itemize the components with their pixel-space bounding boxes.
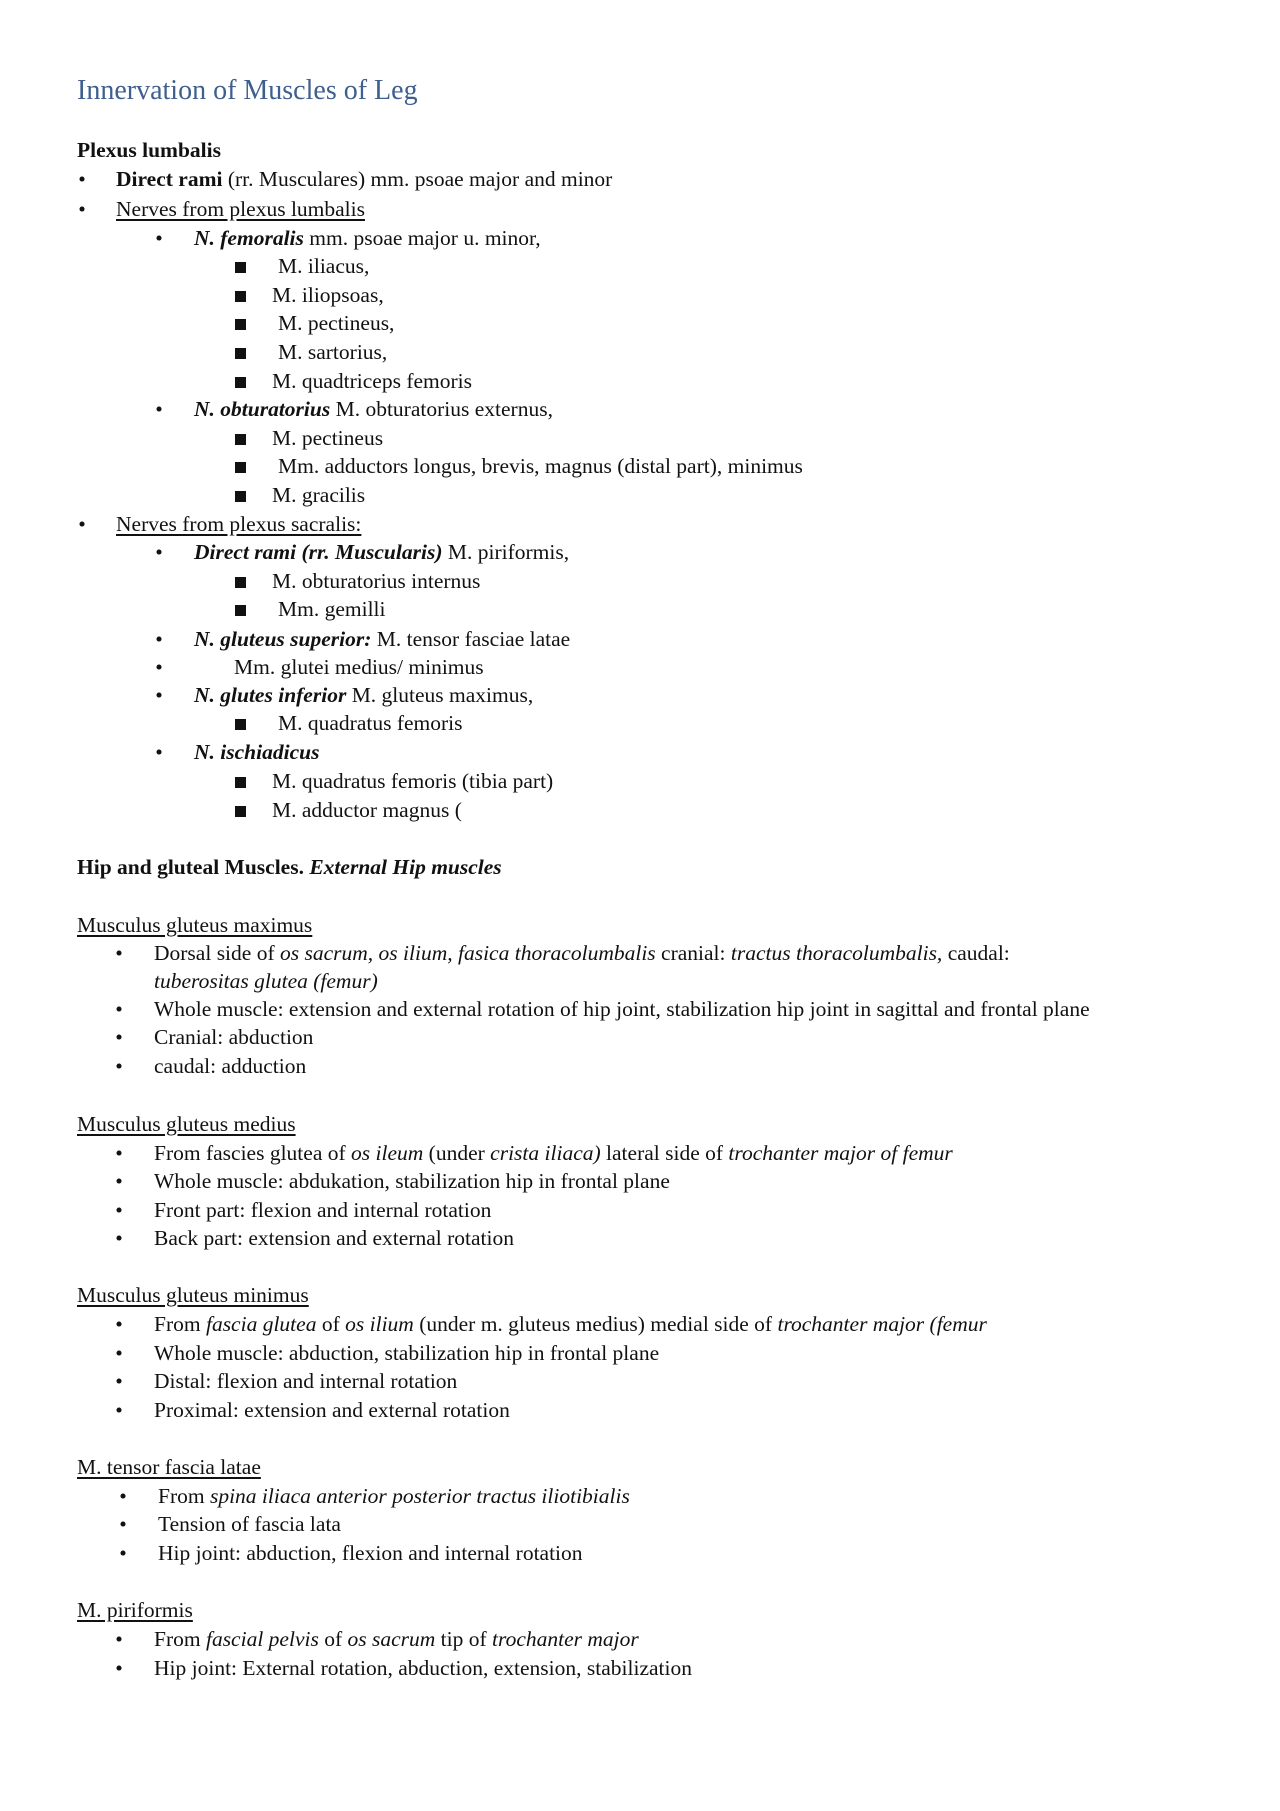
femoralis-item: M. pectineus, [278, 311, 395, 335]
text: From fascies glutea of [154, 1141, 352, 1165]
square-bullet-icon [235, 491, 246, 502]
bullet: • [155, 655, 163, 679]
tensor-b3: Hip joint: abduction, flexion and internal rotation [158, 1541, 583, 1565]
maximus-heading: Musculus gluteus maximus [77, 913, 313, 937]
bullet: • [115, 1226, 123, 1250]
glutes-inferior-line [194, 682, 533, 708]
obturatorius-line [194, 396, 553, 422]
bullet: • [115, 1141, 123, 1165]
square-bullet-icon [235, 319, 246, 330]
minimus-b1 [154, 1311, 987, 1337]
text: trochanter major [492, 1627, 639, 1651]
text: of [316, 1312, 346, 1336]
femoralis-label: N. femoralis [194, 226, 304, 250]
piriformis-b1 [154, 1626, 639, 1652]
obturatorius-item: Mm. adductors longus, brevis, magnus (distal part), minimus [278, 454, 803, 478]
medius-b3: Front part: flexion and internal rotation [154, 1198, 492, 1222]
bullet: • [78, 197, 86, 221]
direct-rami-label: Direct rami [116, 167, 223, 191]
femoralis-item: M. quadtriceps femoris [272, 369, 473, 393]
square-bullet-icon [235, 348, 246, 359]
bullet: • [115, 1169, 123, 1193]
page-title: Innervation of Muscles of Leg [77, 75, 418, 106]
medius-b1 [154, 1140, 953, 1166]
text: Dorsal side of [154, 941, 280, 965]
femoralis-item: M. sartorius, [278, 340, 388, 364]
piriformis-heading: M. piriformis [77, 1598, 193, 1622]
bullet: • [115, 941, 123, 965]
tensor-b2: Tension of fascia lata [158, 1512, 341, 1536]
bullet: • [155, 627, 163, 651]
sacral-direct-line [194, 539, 569, 565]
text: lateral side of [600, 1141, 729, 1165]
text: os sacrum, os ilium, fasica thoracolumbalis [280, 941, 656, 965]
ischiadicus-item: M. adductor magnus ( [272, 798, 462, 822]
square-bullet-icon [235, 462, 246, 473]
bullet: • [155, 397, 163, 421]
bullet: • [115, 1198, 123, 1222]
maximus-b1-cont: tuberositas glutea (femur) [154, 969, 378, 993]
femoralis-line [194, 225, 541, 251]
text: os ileum [351, 1141, 424, 1165]
bullet: • [115, 997, 123, 1021]
bullet: • [155, 740, 163, 764]
square-bullet-icon [235, 377, 246, 388]
tensor-b1 [158, 1483, 630, 1509]
bullet: • [115, 1025, 123, 1049]
bullet: • [115, 1312, 123, 1336]
sacral-direct-item: M. obturatorius internus [272, 569, 481, 593]
text: crista iliaca) [490, 1141, 601, 1165]
bullet: • [115, 1656, 123, 1680]
direct-rami-line [116, 166, 612, 192]
square-bullet-icon [235, 806, 246, 817]
gluteus-superior-text: M. tensor fasciae latae [371, 627, 571, 651]
bullet: • [155, 540, 163, 564]
gluteus-superior-extra: Mm. glutei medius/ minimus [234, 655, 484, 679]
bullet: • [78, 167, 86, 191]
femoralis-text: mm. psoae major u. minor, [303, 226, 541, 250]
obturatorius-item: M. gracilis [272, 483, 366, 507]
hip-heading-text: Hip and gluteal Muscles. [77, 855, 310, 879]
square-bullet-icon [235, 777, 246, 788]
maximus-b2: Whole muscle: extension and external rotation of hip joint, stabilization hip joint in sagittal and frontal plane [154, 997, 1090, 1021]
text: trochanter major of femur [728, 1141, 953, 1165]
sacral-direct-item: Mm. gemilli [278, 597, 386, 621]
bullet: • [115, 1398, 123, 1422]
bullet: • [155, 226, 163, 250]
text: caudal: [942, 941, 1010, 965]
glutes-inferior-item: M. quadratus femoris [278, 711, 463, 735]
medius-b4: Back part: extension and external rotation [154, 1226, 514, 1250]
maximus-b1 [154, 940, 1010, 966]
plexus-heading: Plexus lumbalis [77, 138, 221, 162]
square-bullet-icon [235, 577, 246, 588]
bullet: • [155, 683, 163, 707]
text: os sacrum [347, 1627, 436, 1651]
hip-heading [77, 854, 502, 880]
bullet: • [78, 512, 86, 536]
minimus-b4: Proximal: extension and external rotation [154, 1398, 510, 1422]
direct-rami-text: (rr. Musculares) mm. psoae major and minor [222, 167, 613, 191]
glutes-inferior-text: M. gluteus maximus, [346, 683, 534, 707]
femoralis-item: M. iliopsoas, [272, 283, 384, 307]
medius-b2: Whole muscle: abdukation, stabilization hip in frontal plane [154, 1169, 670, 1193]
text: trochanter major (femur [777, 1312, 987, 1336]
medius-heading: Musculus gluteus medius [77, 1112, 296, 1136]
sacralis-heading: Nerves from plexus sacralis: [116, 512, 362, 536]
gluteus-superior-line [194, 626, 570, 652]
sacral-direct-label: Direct rami (rr. Muscularis) [194, 540, 443, 564]
maximus-b3: Cranial: abduction [154, 1025, 314, 1049]
square-bullet-icon [235, 434, 246, 445]
bullet: • [115, 1054, 123, 1078]
square-bullet-icon [235, 719, 246, 730]
square-bullet-icon [235, 291, 246, 302]
text: cranial: [655, 941, 731, 965]
square-bullet-icon [235, 605, 246, 616]
bullet: • [119, 1512, 127, 1536]
text: fascia glutea [205, 1312, 317, 1336]
text: tractus thoracolumbalis, [730, 941, 943, 965]
text: os ilium [345, 1312, 414, 1336]
glutes-inferior-label: N. glutes inferior [194, 683, 347, 707]
minimus-b2: Whole muscle: abduction, stabilization hip in frontal plane [154, 1341, 660, 1365]
obturatorius-label: N. obturatorius [194, 397, 331, 421]
bullet: • [115, 1627, 123, 1651]
lumbalis-heading: Nerves from plexus lumbalis [116, 197, 365, 221]
ischiadicus-label: N. ischiadicus [194, 740, 320, 764]
bullet: • [115, 1369, 123, 1393]
tensor-heading: M. tensor fascia latae [77, 1455, 261, 1479]
femoralis-item: M. iliacus, [278, 254, 370, 278]
text: tip of [435, 1627, 493, 1651]
minimus-heading: Musculus gluteus minimus [77, 1283, 309, 1307]
text: (under m. gluteus medius) medial side of [413, 1312, 778, 1336]
text: fascial pelvis [205, 1627, 319, 1651]
maximus-b4: caudal: adduction [154, 1054, 307, 1078]
text: (under [423, 1141, 491, 1165]
ischiadicus-item: M. quadratus femoris (tibia part) [272, 769, 554, 793]
text: spina iliaca anterior posterior tractus iliotibialis [209, 1484, 630, 1508]
minimus-b3: Distal: flexion and internal rotation [154, 1369, 458, 1393]
sacral-direct-text: M. piriformis, [442, 540, 570, 564]
obturatorius-text: M. obturatorius externus, [330, 397, 553, 421]
hip-heading-italic: External Hip muscles [309, 855, 502, 879]
bullet: • [115, 1341, 123, 1365]
text: From [154, 1312, 206, 1336]
bullet: • [119, 1484, 127, 1508]
bullet: • [119, 1541, 127, 1565]
gluteus-superior-label: N. gluteus superior: [194, 627, 372, 651]
square-bullet-icon [235, 262, 246, 273]
text: of [318, 1627, 348, 1651]
text: From [158, 1484, 210, 1508]
piriformis-b2: Hip joint: External rotation, abduction, extension, stabilization [154, 1656, 692, 1680]
text: From [154, 1627, 206, 1651]
obturatorius-item: M. pectineus [272, 426, 384, 450]
